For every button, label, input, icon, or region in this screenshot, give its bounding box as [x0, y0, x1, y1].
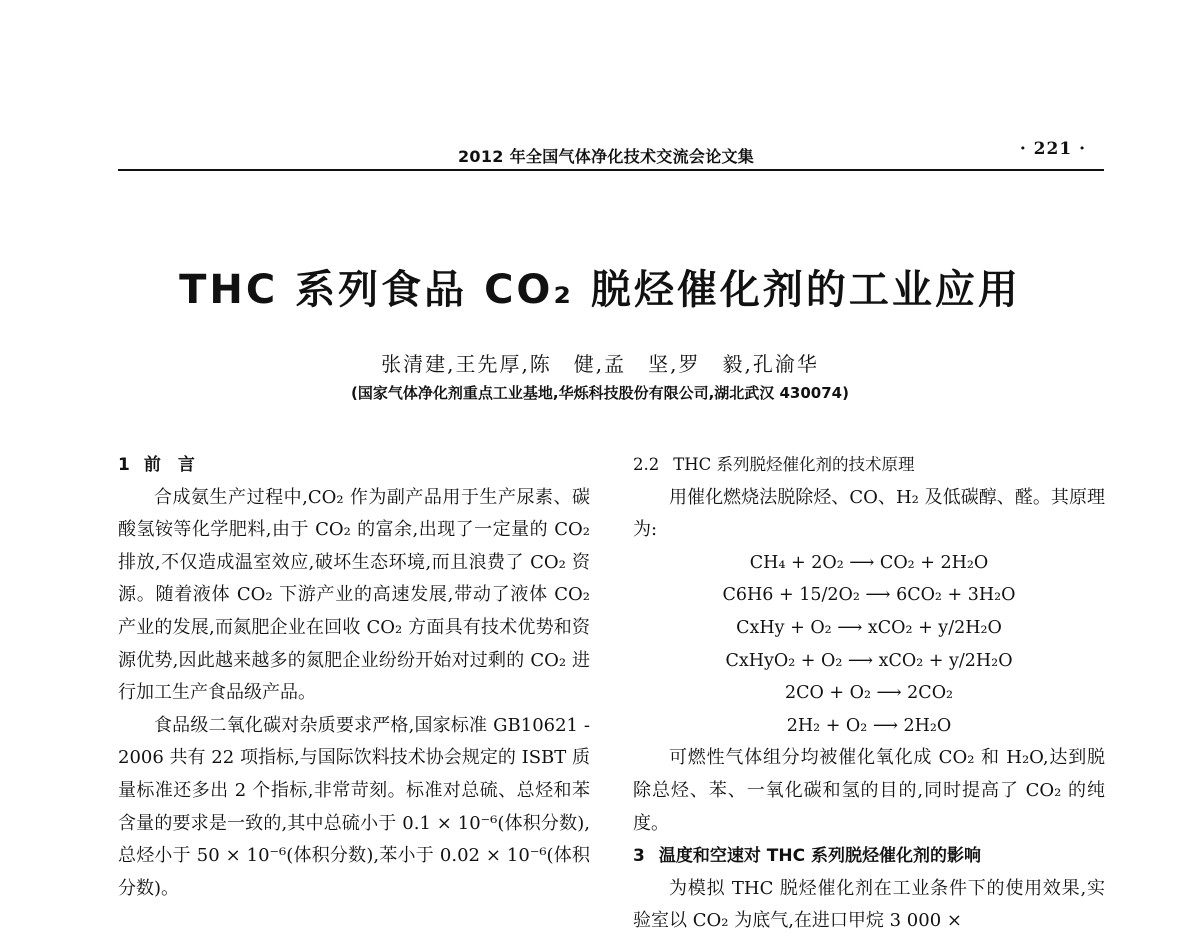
body-paragraph: 用催化燃烧法脱除烃、CO、H₂ 及低碳醇、醛。其原理为: — [633, 486, 1105, 541]
affiliation: (国家气体净化剂重点工业基地,华烁科技股份有限公司,湖北武汉 430074) — [351, 384, 849, 402]
page-number: · 221 · — [1019, 139, 1086, 159]
equation: 2H₂ + O₂ ⟶ 2H₂O — [786, 715, 952, 736]
reaction-equations — [633, 547, 1105, 743]
equation: CxHy + O₂ ⟶ xCO₂ + y/2H₂O — [736, 617, 1002, 638]
body-paragraph: 合成氨生产过程中,CO₂ 作为副产品用于生产尿素、碳酸氢铵等化学肥料,由于 CO₂ 的富余,出现了一定量的 CO₂ 排放,不仅造成温室效应,破坏生态环境,而且浪费了 CO₂ 资源。随着液体 CO₂ 下游产业的高速发展,带动了液体 CO₂ 产业的发展,而氮肥企业在回收 CO₂ 方面具有技术优势和资源优势,因此越来越多的氮肥企业纷纷开始对过剩的 CO₂ 进行加工生产食品级产品。 — [118, 486, 590, 704]
equation: 2CO + O₂ ⟶ 2CO₂ — [784, 683, 954, 704]
body-paragraph: 为模拟 THC 脱烃催化剂在工业条件下的使用效果,实验室以 CO₂ 为底气,在进口甲烷 3 000 × — [633, 877, 1105, 932]
proceedings-title: 2012 年全国气体净化技术交流会论文集 — [458, 147, 755, 166]
section-heading-2-2 — [633, 449, 1105, 482]
right-column — [633, 449, 1105, 938]
body-paragraph: 可燃性气体组分均被催化氧化成 CO₂ 和 H₂O,达到脱除总烃、苯、一氧化碳和氢的目的,同时提高了 CO₂ 的纯度。 — [633, 747, 1105, 834]
section-heading-1 — [118, 449, 590, 482]
section-title: THC 系列脱烃催化剂的技术原理 — [673, 455, 915, 474]
running-header — [118, 136, 1104, 176]
body-paragraph: 食品级二氧化碳对杂质要求严格,国家标准 GB10621 - 2006 共有 22 项指标,与国际饮料技术协会规定的 ISBT 质量标准还多出 2 个指标,非常苛刻。标准对总硫、总烃和苯含量的要求是一致的,其中总硫小于 0.1 × 10⁻⁶(体积分数),总烃小于 50 × 10⁻⁶(体积分数),苯小于 0.02 × 10⁻⁶(体积分数)。 — [118, 714, 590, 899]
section-title: 温度和空速对 THC 系列脱烃催化剂的影响 — [658, 846, 981, 867]
section-title: 前 言 — [143, 455, 195, 475]
section-number: 2.2 — [633, 455, 660, 474]
equation: CH₄ + 2O₂ ⟶ CO₂ + 2H₂O — [749, 552, 989, 573]
header-rule — [118, 169, 1104, 171]
author-list: 张清建,王先厚,陈 健,孟 坚,罗 毅,孔渝华 — [381, 352, 819, 376]
equation: C6H6 + 15/2O₂ ⟶ 6CO₂ + 3H₂O — [722, 585, 1016, 606]
paper-title: THC 系列食品 CO₂ 脱烃催化剂的工业应用 — [179, 267, 1021, 313]
left-column — [118, 449, 590, 905]
equation: CxHyO₂ + O₂ ⟶ xCO₂ + y/2H₂O — [725, 650, 1013, 671]
section-number: 3 — [633, 846, 645, 867]
section-number: 1 — [118, 455, 130, 475]
section-heading-3 — [633, 840, 1105, 873]
